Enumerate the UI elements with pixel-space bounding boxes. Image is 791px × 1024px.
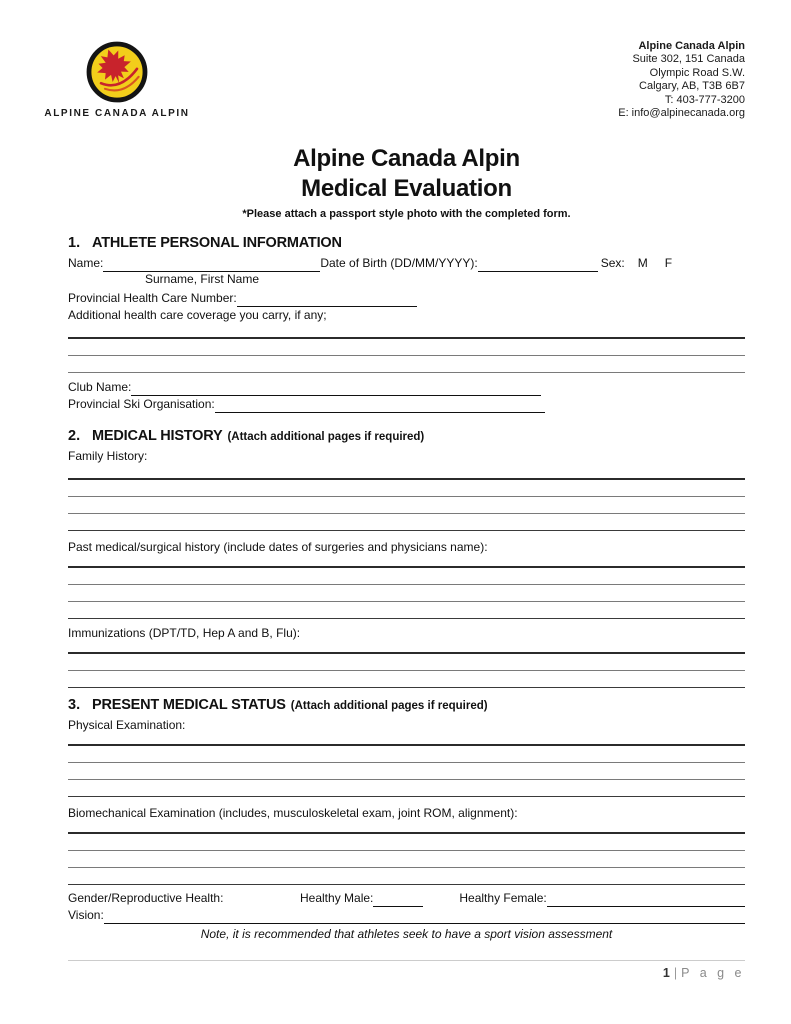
dob-field[interactable] xyxy=(478,257,598,272)
address-line: Suite 302, 151 Canada xyxy=(632,53,745,66)
blank-line[interactable] xyxy=(68,324,745,339)
photo-instruction-note: *Please attach a passport style photo with the completed form. xyxy=(242,208,571,220)
blank-line[interactable] xyxy=(68,851,745,868)
section-title: PRESENT MEDICAL STATUS xyxy=(92,697,286,713)
ski-organisation-label: Provincial Ski Organisation: xyxy=(68,397,215,411)
immunizations-row xyxy=(68,625,745,642)
address-line: E: info@alpinecanada.org xyxy=(618,107,745,120)
coverage-row xyxy=(68,307,745,324)
family-history-row xyxy=(68,448,745,465)
club-name-label: Club Name: xyxy=(68,380,132,394)
gender-health-row xyxy=(68,890,745,907)
phcn-label: Provincial Health Care Number: xyxy=(68,291,237,305)
section-1-heading xyxy=(68,235,745,251)
sex-option-male[interactable]: M xyxy=(637,256,648,270)
ski-organisation-field[interactable] xyxy=(215,398,545,413)
blank-line[interactable] xyxy=(68,602,745,619)
dob-label: Date of Birth (DD/MM/YYYY): xyxy=(320,256,478,270)
address-line: Olympic Road S.W. xyxy=(649,66,745,79)
vision-field[interactable] xyxy=(104,909,745,924)
address-line: T: 403-777-3200 xyxy=(664,93,745,106)
document-subtitle: Medical Evaluation xyxy=(301,175,512,202)
sex-label: Sex: xyxy=(600,256,625,270)
blank-line[interactable] xyxy=(68,514,745,531)
blank-line[interactable] xyxy=(68,568,745,585)
footer-divider xyxy=(68,960,745,961)
blank-line[interactable] xyxy=(68,746,745,763)
document-title-block xyxy=(68,144,745,220)
coverage-label: Additional health care coverage you carry, if any; xyxy=(68,308,327,322)
club-name-row xyxy=(68,379,745,396)
blank-line[interactable] xyxy=(68,822,745,834)
healthy-male-field[interactable] xyxy=(373,892,423,907)
name-field[interactable] xyxy=(103,257,320,272)
blank-line[interactable] xyxy=(68,556,745,568)
health-care-number-row xyxy=(68,290,745,307)
section-note: (Attach additional pages if required) xyxy=(290,700,488,712)
name-dob-sex-row xyxy=(68,255,745,272)
blank-line[interactable] xyxy=(68,356,745,373)
healthy-female-label: Healthy Female: xyxy=(459,891,547,905)
address-line: Alpine Canada Alpin xyxy=(638,40,745,52)
blank-line[interactable] xyxy=(68,480,745,497)
vision-row xyxy=(68,907,745,924)
blank-line[interactable] xyxy=(68,497,745,514)
page-number-separator: | xyxy=(673,966,678,980)
section-number: 1. xyxy=(68,235,81,251)
document-title: Alpine Canada Alpin xyxy=(293,145,520,172)
blank-line[interactable] xyxy=(68,465,745,480)
name-label: Name: xyxy=(68,256,104,270)
biomech-exam-label: Biomechanical Examination (includes, musculoskeletal exam, joint ROM, alignment): xyxy=(68,806,518,820)
family-history-label: Family History: xyxy=(68,449,148,463)
section-3-heading xyxy=(68,697,745,713)
gender-health-label: Gender/Reproductive Health: xyxy=(68,891,224,905)
blank-line[interactable] xyxy=(68,671,745,688)
page-footer xyxy=(68,960,745,980)
section-note: (Attach additional pages if required) xyxy=(227,431,425,443)
blank-line[interactable] xyxy=(68,868,745,885)
section-title: MEDICAL HISTORY xyxy=(92,428,223,444)
ski-organisation-row xyxy=(68,396,745,413)
past-history-row xyxy=(68,539,745,556)
physical-exam-row xyxy=(68,717,745,734)
biomech-exam-row xyxy=(68,805,745,822)
address-line: Calgary, AB, T3B 6B7 xyxy=(639,80,745,93)
section-title: ATHLETE PERSONAL INFORMATION xyxy=(92,235,342,251)
page-label: P a g e xyxy=(681,966,745,980)
blank-line[interactable] xyxy=(68,834,745,851)
surname-hint: Surname, First Name xyxy=(145,272,260,286)
section-number: 2. xyxy=(68,428,81,444)
past-history-label: Past medical/surgical history (include dates of surgeries and physicians name): xyxy=(68,540,488,554)
org-address-block xyxy=(618,40,745,120)
page-number-text xyxy=(68,966,745,980)
section-number: 3. xyxy=(68,697,81,713)
blank-line[interactable] xyxy=(68,585,745,602)
healthy-female-field[interactable] xyxy=(547,892,745,907)
club-name-field[interactable] xyxy=(131,381,541,396)
blank-line[interactable] xyxy=(68,642,745,654)
blank-line[interactable] xyxy=(68,339,745,356)
page-number: 1 xyxy=(662,966,670,980)
section-2-heading xyxy=(68,428,745,444)
blank-line[interactable] xyxy=(68,654,745,671)
vision-assessment-note: Note, it is recommended that athletes seek to have a sport vision assessment xyxy=(200,927,613,941)
maple-leaf-icon xyxy=(85,40,149,104)
org-name: ALPINE CANADA ALPIN xyxy=(44,108,190,119)
page-header xyxy=(44,40,745,128)
phcn-field[interactable] xyxy=(237,292,417,307)
healthy-male-label: Healthy Male: xyxy=(300,891,374,905)
vision-label: Vision: xyxy=(68,908,104,922)
immunizations-label: Immunizations (DPT/TD, Hep A and B, Flu): xyxy=(68,626,301,640)
physical-exam-label: Physical Examination: xyxy=(68,718,186,732)
org-logo xyxy=(22,40,212,119)
sex-option-female[interactable]: F xyxy=(664,256,673,270)
blank-line[interactable] xyxy=(68,763,745,780)
blank-line[interactable] xyxy=(68,780,745,797)
blank-line[interactable] xyxy=(68,734,745,746)
